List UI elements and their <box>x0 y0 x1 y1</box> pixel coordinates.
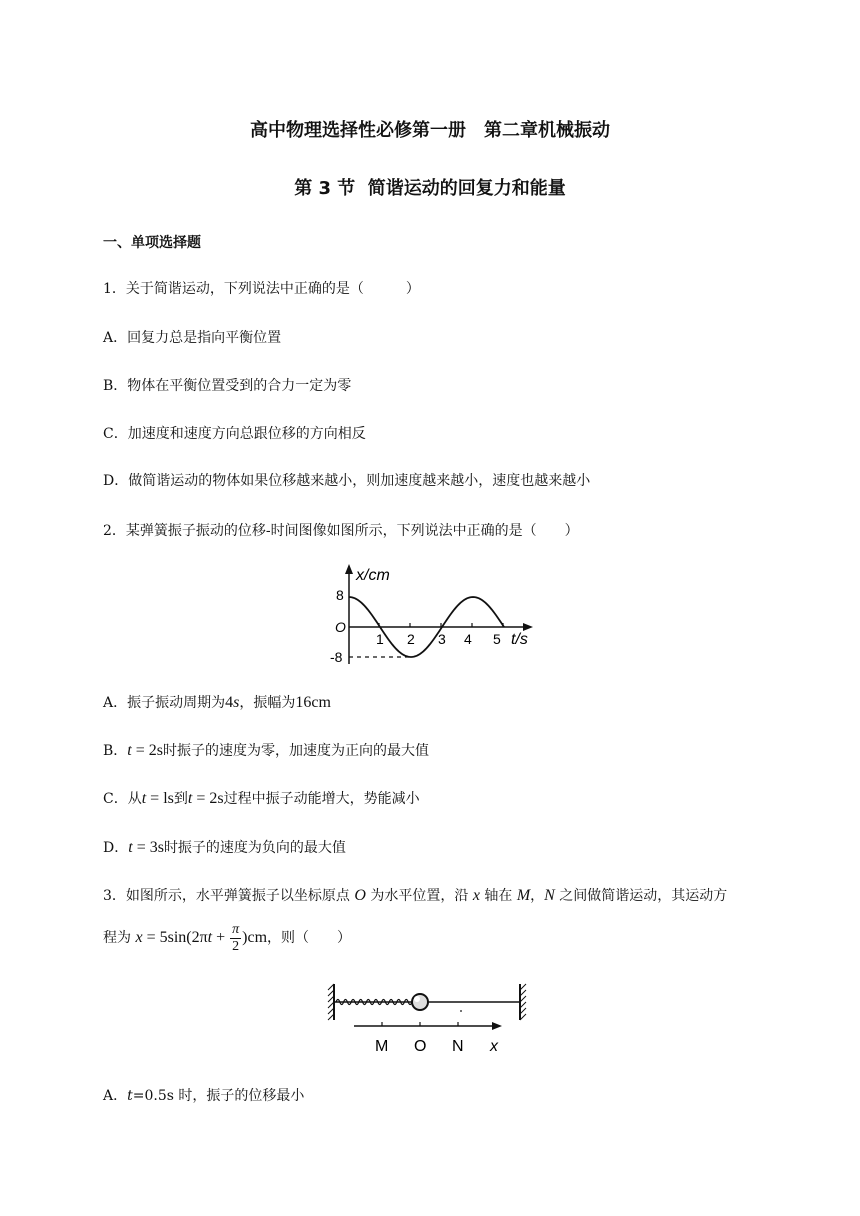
label-x: x <box>490 1038 498 1055</box>
y-tick-label-min: -8 <box>330 649 343 665</box>
spring-oscillator-figure <box>322 978 534 1058</box>
ball-icon <box>412 994 428 1010</box>
x-tick-label-3: 3 <box>438 631 446 647</box>
x-axis-arrow-icon <box>523 623 533 631</box>
x-axis-arrow-icon <box>492 1022 502 1030</box>
y-axis-label: x/cm <box>356 567 390 584</box>
section-subtitle: 第 3 节 简谐运动的回复力和能量 <box>294 178 566 199</box>
x-axis-label: t/s <box>511 631 528 648</box>
pi-over-two-fraction: $\frac{\pi}{2}$ <box>232 921 240 954</box>
label-n: N <box>452 1038 464 1055</box>
q3-option-a: A．t=0.5s 时，振子的位移最小 <box>103 1088 305 1104</box>
y-tick-label-max: 8 <box>336 587 344 603</box>
x-tick-label-4: 4 <box>464 631 472 647</box>
q1-option-a: A．回复力总是指向平衡位置 <box>103 330 282 346</box>
q1-option-b: B．物体在平衡位置受到的合力一定为零 <box>103 378 352 394</box>
x-tick-label-5: 5 <box>493 631 501 647</box>
q2-option-d: D．t = 3s时振子的速度为负向的最大值 <box>103 839 346 856</box>
section-heading: 一、单项选择题 <box>103 235 201 251</box>
q3-equation-line: 程为 x = 5sin(2πt + $\frac{\pi}{2}$ )cm，则（ ） <box>103 921 352 954</box>
spring-icon <box>336 1000 412 1005</box>
document-title: 高中物理选择性必修第一册 第二章机械振动 <box>250 120 610 141</box>
q3-stem-line1: 3．如图所示，水平弹簧振子以坐标原点 O 为水平位置，沿 x 轴在 M，N 之间做简谐运动，其运动方 <box>103 887 728 904</box>
q2-option-b: B．t = 2s时振子的速度为零，加速度为正向的最大值 <box>103 742 429 759</box>
origin-label: O <box>335 619 346 635</box>
x-tick-label-1: 1 <box>376 631 384 647</box>
q2-option-a: A．振子振动周期为4s，振幅为16cm <box>103 694 331 711</box>
q1-stem: 1．关于简谐运动，下列说法中正确的是（ ） <box>103 281 420 297</box>
x-tick-label-2: 2 <box>407 631 415 647</box>
label-o: O <box>414 1038 427 1055</box>
q1-option-c: C．加速度和速度方向总跟位移的方向相反 <box>103 426 366 442</box>
y-axis-arrow-icon <box>345 564 353 574</box>
label-m: M <box>375 1038 389 1055</box>
q2-option-c: C．从t = ls到t = 2s过程中振子动能增大，势能减小 <box>103 790 420 807</box>
q2-stem: 2．某弹簧振子振动的位移-时间图像如图所示，下列说法中正确的是（ ） <box>103 523 579 539</box>
marker-dot <box>460 1010 462 1012</box>
displacement-time-graph <box>325 560 540 672</box>
ball-highlight <box>414 996 420 1002</box>
q1-option-d: D．做简谐运动的物体如果位移越来越小，则加速度越来越小，速度也越来越小 <box>103 473 591 489</box>
